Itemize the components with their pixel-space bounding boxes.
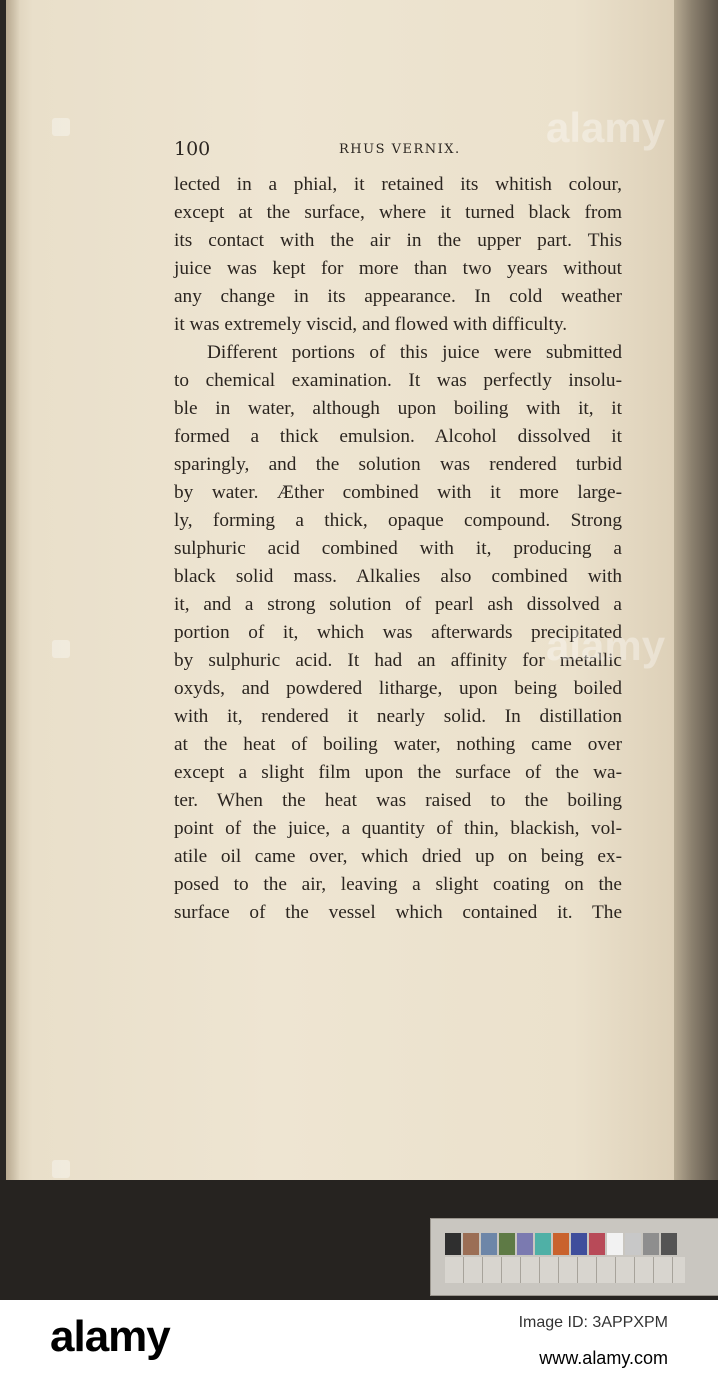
page-number: 100 (174, 138, 211, 160)
watermark-text: alamy (546, 622, 666, 669)
text-line: ly, forming a thick, opaque compound. Strong (174, 510, 622, 531)
text-line: atile oil came over, which dried up on being ex- (174, 846, 622, 867)
color-swatch (517, 1233, 533, 1255)
text-line: sparingly, and the solution was rendered turbid (174, 454, 622, 475)
running-head: RHUS VERNIX. (339, 142, 461, 157)
color-calibration-card (430, 1218, 718, 1296)
text-line: oxyds, and powdered litharge, upon being boiled (174, 678, 622, 699)
text-line: black solid mass. Alkalies also combined with (174, 566, 622, 587)
color-swatch (499, 1233, 515, 1255)
color-swatch (571, 1233, 587, 1255)
watermark-text: alamy (546, 104, 666, 151)
color-swatch (607, 1233, 623, 1255)
color-swatch (661, 1233, 677, 1255)
text-line: lected in a phial, it retained its whitish colour, (174, 174, 622, 195)
image-id: Image ID: 3APPXPM (518, 1314, 668, 1331)
text-line: ble in water, although upon boiling with it, it (174, 398, 622, 419)
text-line: portion of it, which was afterwards precipitated (174, 622, 622, 643)
brand-logo[interactable]: alamy (50, 1312, 170, 1361)
color-swatch (535, 1233, 551, 1255)
color-swatch (445, 1233, 461, 1255)
body-text (174, 171, 622, 927)
text-line: except a slight film upon the surface of the wa- (174, 762, 622, 783)
stock-footer (0, 1300, 718, 1390)
text-line: by water. Æther combined with it more large- (174, 482, 622, 503)
color-swatch (481, 1233, 497, 1255)
color-swatch (463, 1233, 479, 1255)
grayscale-grid (445, 1257, 685, 1283)
text-line: juice was kept for more than two years without (174, 258, 622, 279)
text-line: by sulphuric acid. It had an affinity for metallic (174, 650, 622, 671)
gutter-shadow (6, 0, 20, 1180)
color-swatch (625, 1233, 641, 1255)
text-line: posed to the air, leaving a slight coating on the (174, 874, 622, 895)
text-line: except at the surface, where it turned black from (174, 202, 622, 223)
text-line: sulphuric acid combined with it, producing a (174, 538, 622, 559)
text-line: point of the juice, a quantity of thin, blackish, vol- (174, 818, 622, 839)
text-line: formed a thick emulsion. Alcohol dissolved it (174, 426, 622, 447)
color-swatch (643, 1233, 659, 1255)
watermark-icon (52, 1160, 70, 1178)
text-line: to chemical examination. It was perfectly insolu- (174, 370, 622, 391)
text-line: any change in its appearance. In cold weather (174, 286, 622, 307)
text-line: it, and a strong solution of pearl ash dissolved a (174, 594, 622, 615)
text-line: with it, rendered it nearly solid. In distillation (174, 706, 622, 727)
text-line: ter. When the heat was raised to the boiling (174, 790, 622, 811)
text-line: its contact with the air in the upper part. This (174, 230, 622, 251)
text-line: at the heat of boiling water, nothing came over (174, 734, 622, 755)
watermark-icon (52, 640, 70, 658)
site-url[interactable]: www.alamy.com (539, 1348, 668, 1368)
book-page (6, 0, 674, 1180)
text-line: surface of the vessel which contained it. The (174, 902, 622, 923)
watermark-icon (52, 118, 70, 136)
page-edge (674, 0, 718, 1180)
text-line: it was extremely viscid, and flowed with difficulty. (174, 314, 568, 335)
color-swatch (589, 1233, 605, 1255)
color-swatch (553, 1233, 569, 1255)
text-line: Different portions of this juice were submitted (207, 342, 622, 363)
